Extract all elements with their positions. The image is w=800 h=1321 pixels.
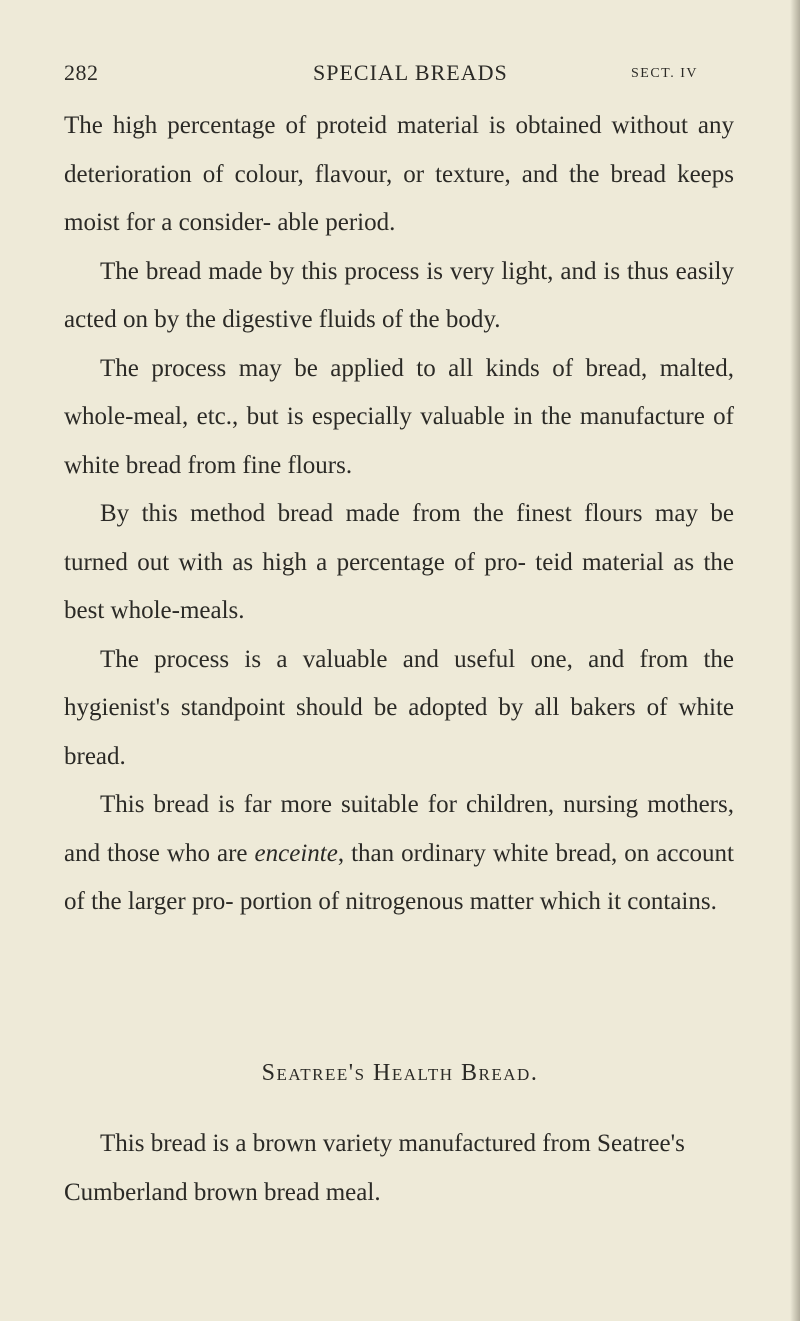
paragraph-2: The bread made by this process is very light, and is thus easily acted on by the digestive fluids of the body. [64, 257, 734, 333]
body-text [64, 102, 734, 927]
paragraph-7: This bread is a brown variety manufactured from Seatree's Cumberland brown bread meal. [64, 1130, 685, 1206]
paragraph-3: The process may be applied to all kinds of bread, malted, whole-meal, etc., but is especially valuable in the manufacture of white bread from fine flours. [64, 354, 734, 479]
paragraph-4: By this method bread made from the finest flours may be turned out with as high a percentage of pro- teid material as the best whole-meals. [64, 500, 734, 624]
running-header [0, 56, 800, 88]
section-subheading: Seatree's Health Bread. [261, 1060, 539, 1086]
paragraph-6-text-end: , than ordinary white bread, on account of the larger pro- portion of nitrogenous matter which it contains. [64, 839, 734, 915]
paragraph-6 [64, 781, 734, 927]
page-number: 282 [64, 60, 99, 85]
italic-term: enceinte [254, 839, 338, 867]
page-edge-shadow [790, 0, 800, 1321]
paragraph-6-text-start: This bread is far more suitable for children, nursing mothers, and those who are [64, 791, 734, 867]
paragraph-1: The high percentage of proteid material is obtained without any deterioration of colour, flavour, or texture, and the bread keeps moist for a consider- able period. [64, 112, 734, 236]
running-title: SPECIAL BREADS [313, 60, 508, 85]
subsection-text [64, 1120, 734, 1217]
paragraph-5: The process is a valuable and useful one, and from the hygienist's standpoint should be adopted by all bakers of white bread. [64, 645, 734, 770]
section-marker: SECT. IV [631, 66, 698, 81]
